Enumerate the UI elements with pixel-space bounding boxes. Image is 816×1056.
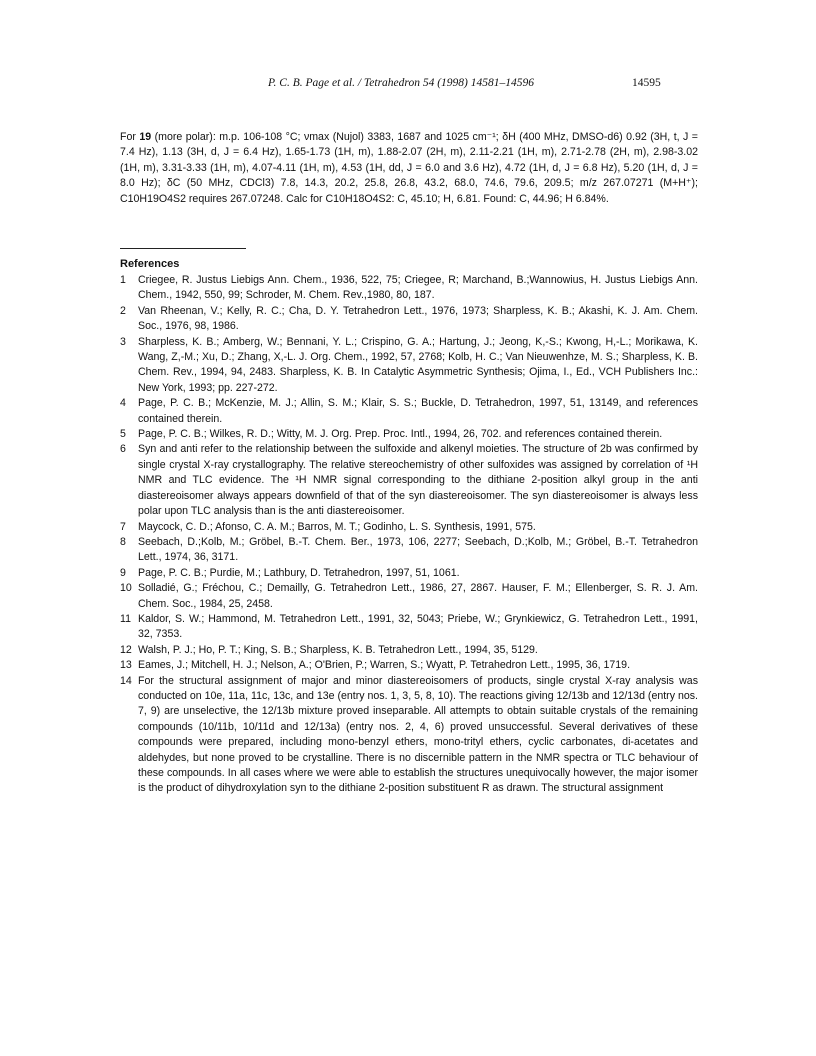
- para-body: (more polar): m.p. 106-108 °C; νmax (Nujol) 3383, 1687 and 1025 cm⁻¹; δH (400 MHz, DMSO-d6) 0.92 (3H, t, J = 7.4 Hz), 1.13 (3H, d, J = 6.4 Hz), 1.65-1.73 (1H, m), 1.88-2.07 (2H, m), 2.11-2.21 (1H, m), 2.71-2.78 (2H, m), 2.98-3.02 (1H, m), 3.31-3.33 (1H, m), 4.07-4.11 (1H, m), 4.53 (1H, dd, J = 6.0 and 3.6 Hz), 4.72 (1H, d, J = 6.8 Hz), 5.20 (1H, d, J = 8.0 Hz); δC (50 MHz, CDCl3) 7.8, 14.3, 20.2, 25.8, 26.8, 43.2, 68.0, 74.6, 79.6, 209.5; m/z 267.07271 (M+H⁺); C10H19O4S2 requires 267.07248. Calc for C10H18O4S2: C, 45.10; H, 6.81. Found: C, 44.96; H 6.84%.: [120, 131, 698, 205]
- reference-item: [120, 643, 698, 658]
- page-number: 14595: [632, 77, 661, 89]
- reference-item: [120, 396, 698, 427]
- reference-number: 3: [120, 335, 126, 348]
- running-head: P. C. B. Page et al. / Tetrahedron 54 (1998) 14581–14596: [268, 77, 534, 89]
- reference-text: For the structural assignment of major and minor diastereoisomers of products, single crystal X-ray analysis was conducted on 10e, 11a, 11c, 13c, and 13e (entry nos. 1, 3, 5, 8, 10). The reactions giving 12/13b and 12/13d (entry nos. 7, 9) are unselective, the 12/13b mixture proved inseparable. All attempts to obtain suitable crystals of the remaining compounds (10/11b, 10/11d and 12/13a) (entry nos. 2, 4, 6) proved unsuccessful. Several derivatives of these compounds were prepared, including mono-benzyl ethers, mono-trityl ethers, cyclic carbonates, di-acetates and aldehydes, but none proved to be crystalline. There is no discernible pattern in the NMR spectra or TLC behaviour of these compounds. In all cases where we were able to establish the structures unequivocally however, the major isomer is the product of dihydroxylation syn to the dithiane 2-position substituent R as drawn. The structural assignment: [138, 674, 698, 795]
- reference-item: [120, 520, 698, 535]
- reference-item: [120, 442, 698, 519]
- reference-text: Seebach, D.;Kolb, M.; Gröbel, B.-T. Chem. Ber., 1973, 106, 2277; Seebach, D.;Kolb, M.; Gröbel, B.-T. Tetrahedron Lett., 1974, 36, 3171.: [138, 535, 698, 564]
- reference-text: Solladié, G.; Fréchou, C.; Demailly, G. Tetrahedron Lett., 1986, 27, 2867. Hauser, F. M.; Ellenberger, S. R. J. Am. Chem. Soc., 1984, 25, 2458.: [138, 582, 698, 610]
- reference-number: 2: [120, 304, 126, 317]
- reference-text: Criegee, R. Justus Liebigs Ann. Chem., 1936, 522, 75; Criegee, R; Marchand, B.;Wannowius, H. Justus Liebigs Ann. Chem., 1942, 550, 99; Schroder, M. Chem. Rev.,1980, 80, 187.: [138, 274, 698, 302]
- reference-number: 7: [120, 520, 126, 533]
- reference-item: [120, 566, 698, 581]
- reference-number: 1: [120, 274, 126, 286]
- reference-text: Walsh, P. J.; Ho, P. T.; King, S. B.; Sharpless, K. B. Tetrahedron Lett., 1994, 35, 5129.: [138, 643, 538, 656]
- reference-text: Eames, J.; Mitchell, H. J.; Nelson, A.; O'Brien, P.; Warren, S.; Wyatt, P. Tetrahedron Lett., 1995, 36, 1719.: [138, 659, 631, 672]
- reference-text: Syn and anti refer to the relationship between the sulfoxide and alkenyl moieties. The structure of 2b was confirmed by single crystal X-ray crystallography. The relative stereochemistry of other sulfoxides was assigned by correlation of ¹H NMR and TLC evidence. The ¹H NMR signal corresponding to the dithiane 2-position alkyl group in the anti diastereoisomer always appears downfield of that of the syn diastereoisomer. The syn diastereoisomer is always less polar upon TLC analysis than is the anti diastereoisomer.: [138, 443, 698, 518]
- reference-item: [120, 612, 698, 643]
- reference-number: 6: [120, 443, 126, 456]
- reference-text: Page, P. C. B.; Purdie, M.; Lathbury, D. Tetrahedron, 1997, 51, 1061.: [138, 566, 460, 579]
- compound-characterization-paragraph: [120, 130, 698, 207]
- reference-text: Page, P. C. B.; McKenzie, M. J.; Allin, S. M.; Klair, S. S.; Buckle, D. Tetrahedron, 1997, 51, 13149, and references contained therein.: [138, 397, 698, 425]
- reference-item: [120, 304, 698, 335]
- reference-number: 4: [120, 397, 126, 410]
- reference-number: 10: [120, 582, 132, 595]
- reference-item: [120, 581, 698, 612]
- reference-item: [120, 658, 698, 673]
- reference-number: 5: [120, 428, 126, 441]
- reference-text: Van Rheenan, V.; Kelly, R. C.; Cha, D. Y. Tetrahedron Lett., 1976, 1973; Sharpless, K. B.; Akashi, K. J. Am. Chem. Soc., 1976, 98, 1986.: [138, 304, 698, 333]
- references-list: [120, 273, 698, 797]
- reference-number: 8: [120, 535, 126, 548]
- footnote-rule: [120, 248, 246, 249]
- reference-text: Sharpless, K. B.; Amberg, W.; Bennani, Y. L.; Crispino, G. A.; Hartung, J.; Jeong, K,-S.; Kwong, H,-L.; Morikawa, K. Wang, Z,-M.; Xu, D.; Zhang, X,-L. J. Org. Chem., 1992, 57, 2768; Kolb, H. C.; Van Nieuwenhze, M. S.; Sharpless, K. B. Chem. Rev., 1994, 94, 2483. Sharpless, K. B. In Catalytic Asymmetric Synthesis; Ojima, I., Ed., VCH Publishers Inc.: New York, 1993; pp. 227-272.: [138, 335, 698, 394]
- references-heading: References: [120, 258, 180, 270]
- reference-item: [120, 535, 698, 566]
- page-header: [0, 77, 816, 95]
- reference-item: [120, 674, 698, 797]
- reference-item: [120, 273, 698, 304]
- reference-text: Kaldor, S. W.; Hammond, M. Tetrahedron Lett., 1991, 32, 5043; Priebe, W.; Grynkiewicz, G. Tetrahedron Lett., 1991, 32, 7353.: [138, 612, 698, 641]
- reference-number: 9: [120, 566, 126, 579]
- reference-text: Maycock, C. D.; Afonso, C. A. M.; Barros, M. T.; Godinho, L. S. Synthesis, 1991, 575.: [138, 520, 536, 533]
- reference-number: 11: [120, 612, 131, 625]
- reference-text: Page, P. C. B.; Wilkes, R. D.; Witty, M. J. Org. Prep. Proc. Intl., 1994, 26, 702. and references contained therein.: [138, 428, 663, 441]
- reference-item: [120, 335, 698, 397]
- reference-number: 12: [120, 643, 132, 656]
- reference-number: 13: [120, 659, 132, 672]
- reference-item: [120, 427, 698, 442]
- reference-number: 14: [120, 674, 132, 687]
- compound-number: 19: [139, 131, 152, 143]
- para-prefix: For: [120, 131, 140, 143]
